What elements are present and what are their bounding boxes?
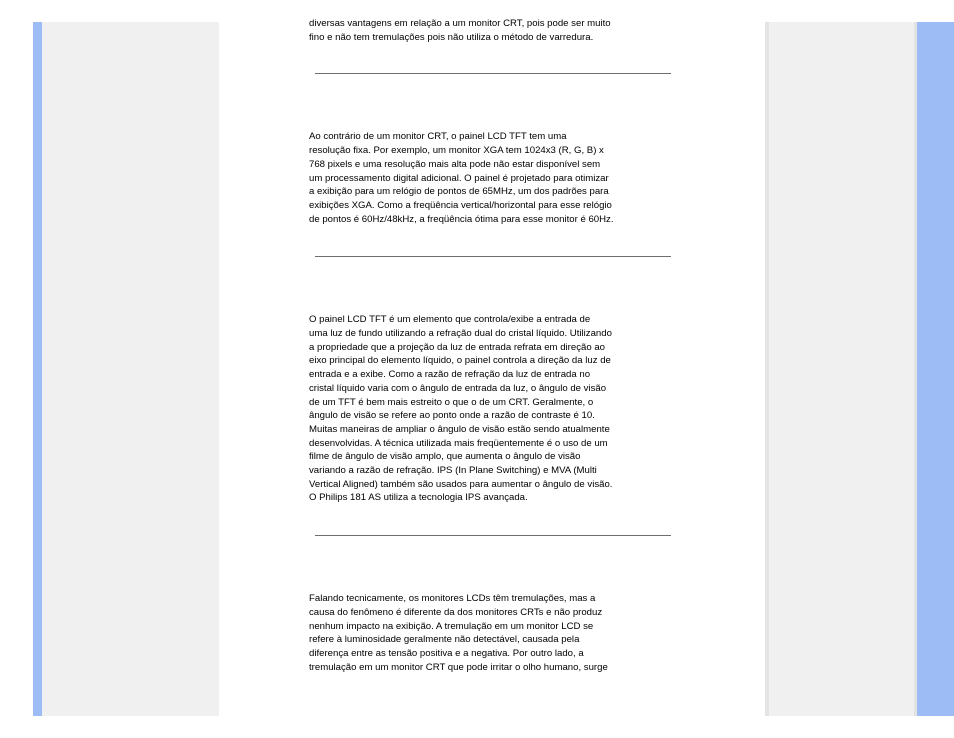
section-divider [315, 73, 671, 74]
paragraph-crt-advantages: diversas vantagens em relação a um monitor CRT, pois pode ser muito fino e não tem tremulações pois não utiliza o método de varredura. [309, 18, 611, 43]
document-body [309, 17, 679, 674]
paragraph-viewing-angle: O painel LCD TFT é um elemento que controla/exibe a entrada de uma luz de fundo utilizando a refração dual do cristal líquido. Utilizando a propriedade que a projeção da luz de entrada refrata em direção ao eixo principal do elemento líquido, o painel controla a direção da luz de entrada e a exibe. Como a razão de refração da luz de entrada no cristal líquido varia com o ângulo de entrada da luz, o ângulo de visão de um TFT é bem mais estreito o que o de um CRT. Geralmente, o ângulo de visão se refere ao ponto onde a razão de contraste é 10. Muitas maneiras de ampliar o ângulo de visão estão sendo atualmente desenvolvidas. A técnica utilizada mais freqüentemente é o uso de um filme de ângulo de visão amplo, que aumenta o ângulo de visão variando a razão de refração. IPS (In Plane Switching) e MVA (Multi Vertical Aligned) também são usados para aumentar o ângulo de visão. O Philips 181 AS utiliza a tecnologia IPS avançada. [309, 314, 613, 504]
paragraph-fixed-resolution: Ao contrário de um monitor CRT, o painel LCD TFT tem uma resolução fixa. Por exemplo, um monitor XGA tem 1024x3 (R, G, B) x 768 pixels e uma resolução mais alta pode não estar disponível sem um processamento digital adicional. O painel é projetado para otimizar a exibição para um relógio de pontos de 65MHz, um dos padrões para exibições XGA. Como a freqüência vertical/horizontal para esse relógio de pontos é 60Hz/48kHz, a freqüência ótima para esse monitor é 60Hz. [309, 131, 614, 225]
left-gray-panel [42, 22, 219, 716]
section-divider [315, 535, 671, 536]
paragraph-flicker: Falando tecnicamente, os monitores LCDs têm tremulações, mas a causa do fenômeno é diferente da dos monitores CRTs e não produz nenhum impacto na exibição. A tremulação em um monitor LCD se refere à luminosidade geralmente não detectável, causada pela diferença entre as tensão positiva e a negativa. Por outro lado, a tremulação em um monitor CRT que pode irritar o olho humano, surge [309, 593, 608, 673]
right-gray-panel [765, 22, 917, 716]
section-divider [315, 256, 671, 257]
right-blue-border [917, 22, 954, 716]
left-blue-border [33, 22, 42, 716]
